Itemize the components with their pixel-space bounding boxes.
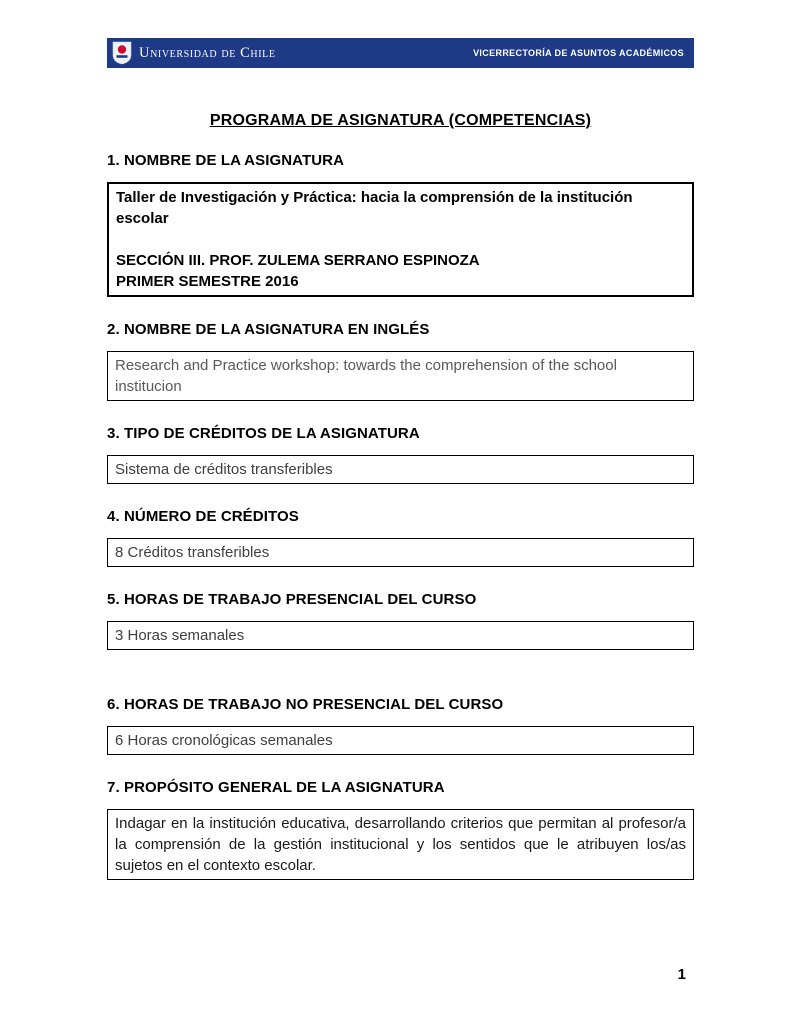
course-section-info: SECCIÓN III. PROF. ZULEMA SERRANO ESPINOZA (116, 252, 480, 269)
course-title: Taller de Investigación y Práctica: hacia la comprensión de la institución escolar (116, 189, 633, 227)
presential-hours-value: 3 Horas semanales (115, 627, 245, 644)
credit-count-value: 8 Créditos transferibles (115, 544, 270, 561)
blank-line (116, 229, 685, 250)
course-semester: PRIMER SEMESTRE 2016 (116, 273, 299, 290)
section-3 (107, 425, 694, 484)
section-6-heading: 6. HORAS DE TRABAJO NO PRESENCIAL DEL CURSO (107, 696, 504, 713)
section-7-heading: 7. PROPÓSITO GENERAL DE LA ASIGNATURA (107, 779, 445, 796)
section-4-heading: 4. NÚMERO DE CRÉDITOS (107, 508, 299, 525)
section-1-heading: 1. NOMBRE DE LA ASIGNATURA (107, 152, 345, 169)
section-5-heading: 5. HORAS DE TRABAJO PRESENCIAL DEL CURSO (107, 591, 477, 608)
section-1-box (107, 182, 694, 297)
section-2 (107, 321, 694, 401)
section-6-box (107, 726, 694, 755)
non-presential-hours-value: 6 Horas cronológicas semanales (115, 732, 333, 749)
university-name: Universidad de Chile (139, 44, 276, 61)
section-2-box (107, 351, 694, 401)
page-number: 1 (677, 966, 686, 983)
section-5-box (107, 621, 694, 650)
section-4 (107, 508, 694, 567)
document-title: PROGRAMA DE ASIGNATURA (COMPETENCIAS) (209, 112, 592, 129)
english-course-title: Research and Practice workshop: towards the comprehension of the school institucion (115, 357, 617, 395)
section-6 (107, 696, 694, 755)
section-7 (107, 779, 694, 880)
section-3-box (107, 455, 694, 484)
course-purpose-text: Indagar en la institución educativa, desarrollando criterios que permitan al profesor/a la comprensión de la gestión institucional y los sentidos que le atribuyen los/as sujetos en el contexto escolar. (115, 815, 686, 874)
section-2-heading: 2. NOMBRE DE LA ASIGNATURA EN INGLÉS (107, 321, 430, 338)
credit-type-value: Sistema de créditos transferibles (115, 461, 333, 478)
header-banner (107, 38, 694, 68)
section-5 (107, 591, 694, 650)
section-7-box (107, 809, 694, 880)
section-1 (107, 152, 694, 297)
university-crest-icon (112, 41, 132, 65)
university-logo (112, 41, 276, 65)
department-name: VICERRECTORÍA DE ASUNTOS ACADÉMICOS (473, 48, 684, 58)
section-3-heading: 3. TIPO DE CRÉDITOS DE LA ASIGNATURA (107, 425, 420, 442)
section-4-box (107, 538, 694, 567)
